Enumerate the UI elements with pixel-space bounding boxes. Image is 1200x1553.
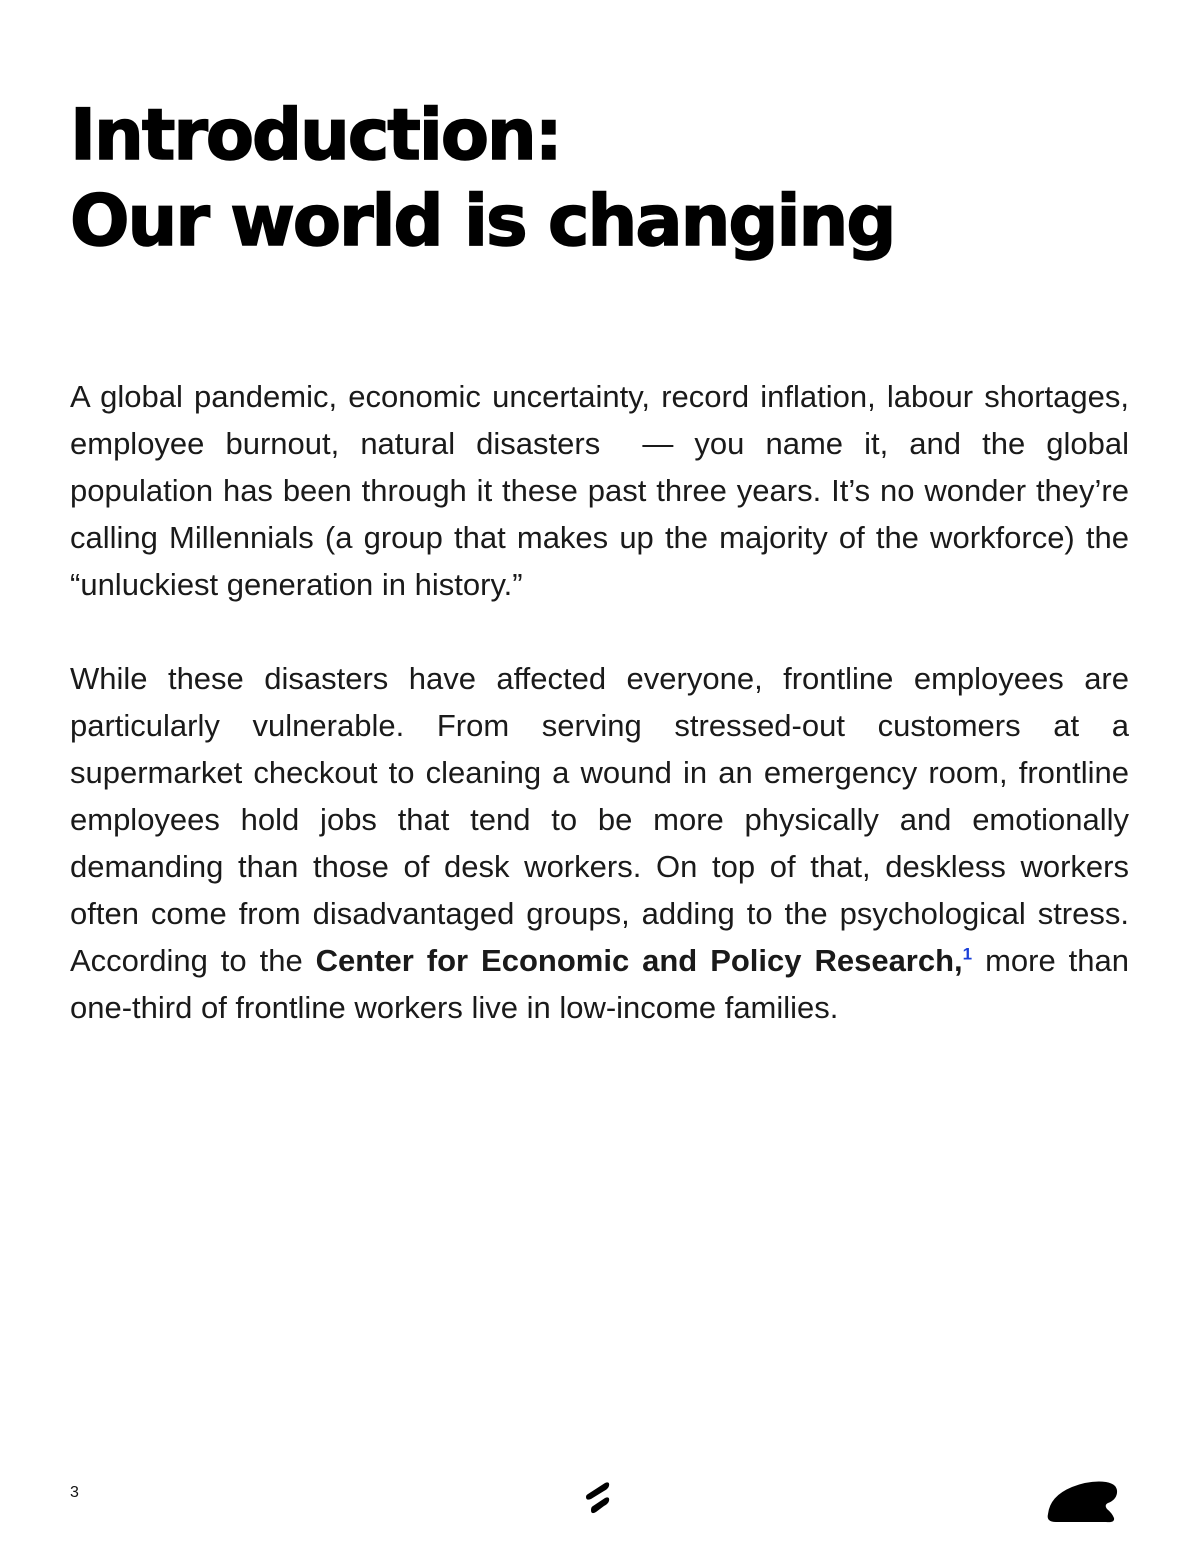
page-title-line-2: Our world is changing <box>70 180 895 262</box>
body-text <box>70 373 1129 1078</box>
paragraph-2-text-after: more than one-third of frontline workers live in low-income families. <box>70 943 1129 1025</box>
paragraph-1: A global pandemic, economic uncertainty, record inflation, labour shortages, employee burnout, natural disasters — you name it, and the global population has been through it these past three years. It’s no wonder they’re calling Millennials (a group that makes up the majority of the workforce) the “unluckiest generation in history.” <box>70 379 1129 602</box>
paragraph-2-text-before: While these disasters have affected everyone, frontline employees are particularly vulnerable. From serving stressed-out customers at a supermarket checkout to cleaning a wound in an emergency room, frontline employees hold jobs that tend to be more physically and emotionally demanding than those of desk workers. On top of that, deskless workers often come from disadvantaged groups, adding to the psychological stress. According to the <box>70 661 1129 978</box>
source-link-cepr[interactable]: Center for Economic and Policy Research, <box>315 943 963 978</box>
page-title <box>70 92 894 264</box>
paragraph-2 <box>70 655 1129 1031</box>
page-number: 3 <box>70 1484 79 1501</box>
page-title-line-1: Introduction: <box>70 94 561 176</box>
footnote-ref-1[interactable]: 1 <box>962 944 973 964</box>
blob-logo-icon <box>1044 1480 1120 1526</box>
brand-slash-mark-icon <box>585 1480 615 1516</box>
